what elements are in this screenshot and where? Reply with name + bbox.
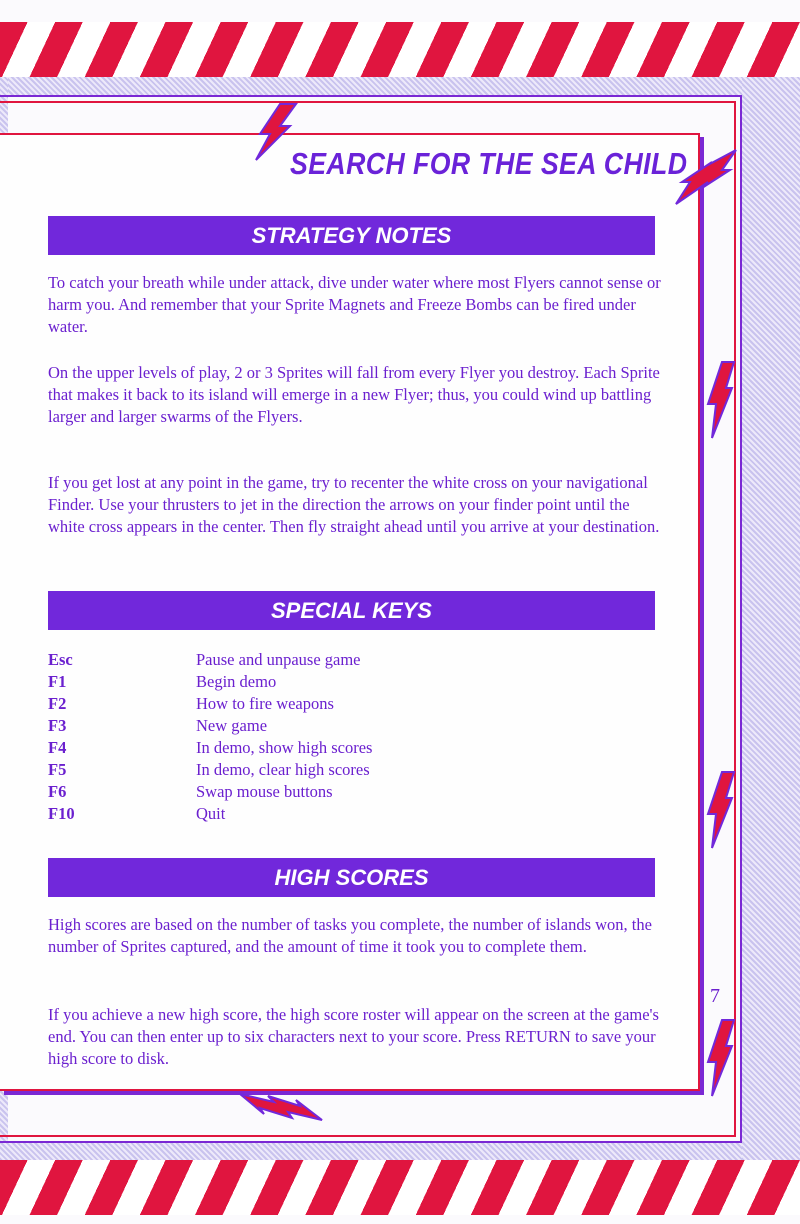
key-action: Swap mouse buttons [196, 782, 333, 801]
section-heading-strategy: STRATEGY NOTES [48, 216, 655, 255]
special-keys-list [48, 650, 548, 826]
key-action: How to fire weapons [196, 694, 334, 713]
right-hatched-band [742, 77, 800, 1160]
strategy-paragraph: If you get lost at any point in the game, try to recenter the white cross on your navigational Finder. Use your thrusters to jet in the direction the arrows on your finder point until the white cross appears in the center. Then fly straight ahead until you arrive at your destination. [48, 473, 660, 536]
key-name: F2 [48, 694, 67, 713]
key-name: F5 [48, 760, 67, 779]
bottom-hatched-band [0, 1143, 800, 1160]
lightning-bolt-icon [700, 770, 736, 850]
key-name: Esc [48, 650, 73, 669]
lightning-bolt-icon [700, 1018, 736, 1098]
top-stripe-border [0, 22, 800, 77]
key-name: F10 [48, 804, 75, 823]
key-action: In demo, clear high scores [196, 760, 370, 779]
key-action: Pause and unpause game [196, 650, 361, 669]
key-action: Begin demo [196, 672, 277, 691]
key-row [48, 716, 548, 738]
key-row [48, 760, 548, 782]
top-hatched-band [0, 77, 800, 95]
key-action: Quit [196, 804, 226, 823]
key-row [48, 738, 548, 760]
key-action: In demo, show high scores [196, 738, 373, 757]
key-action: New game [196, 716, 268, 735]
key-row [48, 804, 548, 826]
strategy-paragraph: On the upper levels of play, 2 or 3 Sprites will fall from every Flyer you destroy. Each Sprite that makes it back to its island will emerge in a new Flyer; thus, you could wind up battling larger and larger swarms of the Flyers. [48, 363, 660, 426]
section-heading-high-scores: HIGH SCORES [48, 858, 655, 897]
key-name: F3 [48, 716, 67, 735]
section-heading-special-keys: SPECIAL KEYS [48, 591, 655, 630]
page-number: 7 [710, 985, 720, 1007]
key-name: F1 [48, 672, 67, 691]
key-name: F6 [48, 782, 67, 801]
key-row [48, 650, 548, 672]
key-row [48, 672, 548, 694]
key-name: F4 [48, 738, 67, 757]
lightning-bolt-icon [238, 1090, 324, 1124]
page-title: SEARCH FOR THE SEA CHILD [290, 146, 688, 181]
strategy-paragraph: To catch your breath while under attack, dive under water where most Flyers cannot sense or harm you. And remember that your Sprite Magnets and Freeze Bombs can be fired under water. [48, 273, 661, 336]
key-row [48, 782, 548, 804]
lightning-bolt-icon [700, 360, 736, 440]
key-row [48, 694, 548, 716]
high-scores-paragraph: If you achieve a new high score, the high score roster will appear on the screen at the game's end. You can then enter up to six characters next to your score. Press RETURN to save your high score to disk. [48, 1005, 659, 1068]
bottom-stripe-border [0, 1160, 800, 1215]
high-scores-paragraph: High scores are based on the number of tasks you complete, the number of islands won, the number of Sprites captured, and the amount of time it took you to complete them. [48, 915, 652, 956]
